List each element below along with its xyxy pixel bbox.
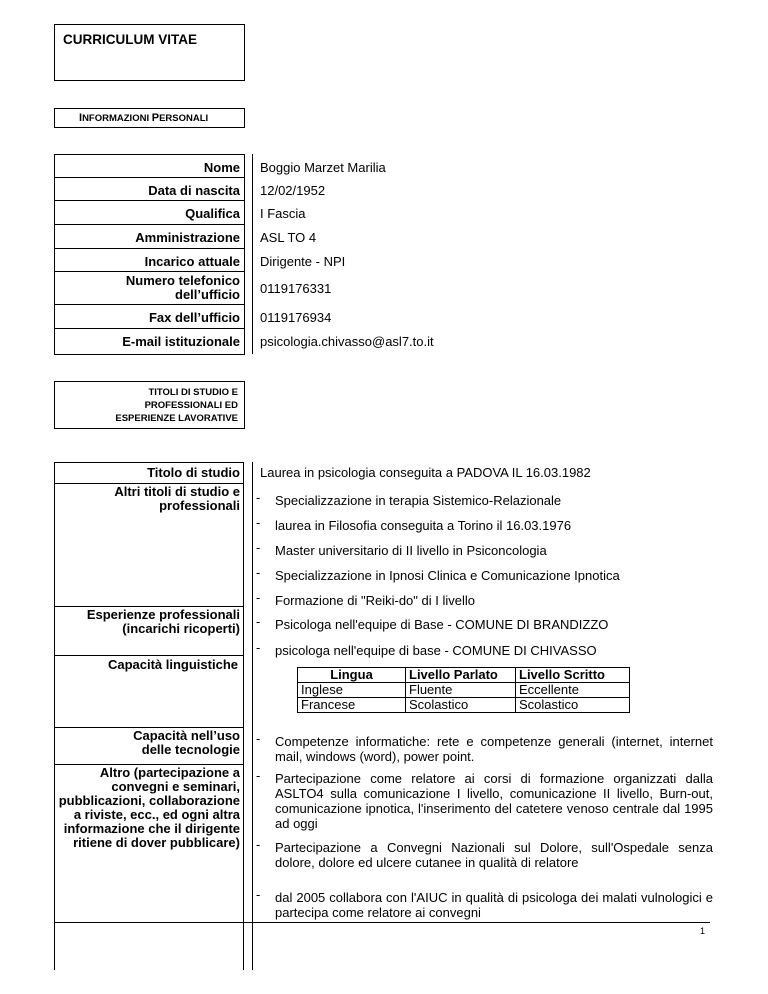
office-fax-value: 0119176934	[260, 310, 332, 325]
degree-label: Titolo di studio	[147, 465, 240, 480]
qualifica-value: I Fascia	[260, 206, 306, 221]
languages-table	[297, 667, 630, 713]
office-phone-value: 0119176331	[260, 281, 332, 296]
administration-label: Amministrazione	[135, 230, 240, 245]
cv-title-box	[54, 24, 245, 81]
office-phone-label: Numero telefonico dell’ufficio	[125, 273, 240, 302]
experience-label: Esperienze professionali (incarichi ricoperti)	[86, 607, 240, 636]
section-studies-title: TITOLI DI STUDIO E PROFESSIONALI ED ESPERIENZE LAVORATIVE	[115, 387, 238, 424]
birthdate-label: Data di nascita	[148, 183, 240, 198]
name-label: Nome	[203, 160, 240, 175]
email-label: E-mail istituzionale	[122, 334, 240, 349]
name-value: Boggio Marzet Marilia	[260, 160, 386, 175]
table-header-row	[298, 668, 630, 683]
technology-label: Capacità nell’uso delle tecnologie	[133, 728, 240, 757]
table-row: Francese Scolastico Scolastico	[298, 698, 630, 713]
table-row: Inglese Fluente Eccellente	[298, 683, 630, 698]
section-personal-title: INFORMAZIONI PERSONALI	[79, 112, 209, 124]
administration-value: ASL TO 4	[260, 230, 317, 245]
cv-title: CURRICULUM VITAE	[63, 32, 197, 47]
languages-label: Capacità linguistiche	[107, 657, 238, 672]
degree-value: Laurea in psicologia conseguita a PADOVA IL 16.03.1982	[260, 465, 591, 480]
other-titles-label: Altri titoli di studio e professionali	[114, 484, 240, 513]
footer-rule	[54, 922, 710, 923]
column-header: Lingua	[298, 668, 406, 683]
qualifica-label: Qualifica	[185, 206, 240, 221]
email-value: psicologia.chivasso@asl7.to.it	[260, 334, 434, 349]
column-header: Livello Scritto	[516, 668, 630, 683]
other-info-label: Altro (partecipazione a convegni e seminari, pubblicazioni, collaborazione a riviste, ecc., ed ogni altra informazione che il dirigente ritiene di dover pubblicare)	[58, 765, 240, 850]
birthdate-value: 12/02/1952	[260, 183, 326, 198]
section-personal-box	[54, 108, 245, 128]
section-studies-box	[54, 381, 245, 429]
office-fax-label: Fax dell’ufficio	[148, 310, 240, 325]
column-header: Livello Parlato	[406, 668, 516, 683]
current-role-label: Incarico attuale	[144, 254, 240, 269]
current-role-value: Dirigente - NPI	[260, 254, 346, 269]
page-number: 1	[700, 926, 706, 936]
